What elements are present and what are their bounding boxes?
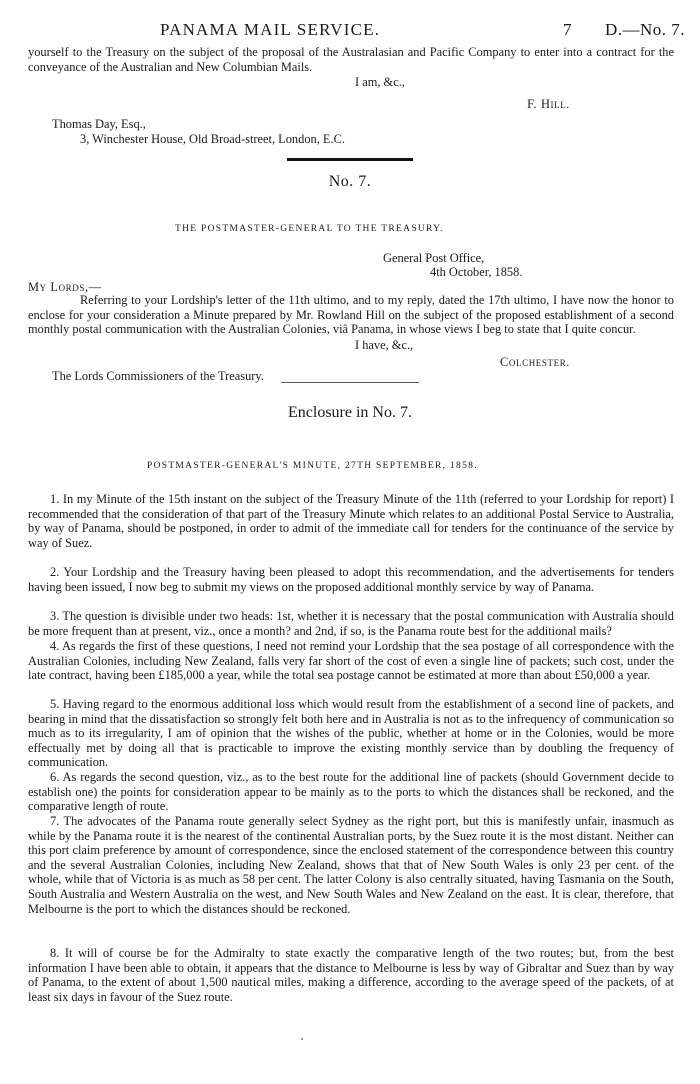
letter-number-heading: No. 7.	[328, 173, 372, 190]
letter-addressee: The Lords Commissioners of the Treasury.	[52, 369, 264, 383]
enclosure-paragraph-5: 5. Having regard to the enormous additional loss which would result from the establishment of a second line of packets, and bearing in mind that the dissatisfaction so strongly felt both here and in Australia is not as to the infrequency of communication so much as to its irregularity, I am of opinion that the wishes of the public, whether at home or in the Colonies, would be more effectually met by doing all that is practicable to improve the existing monthly service than by doubling the frequency of communication.	[28, 697, 674, 770]
prev-letter-signature: F. Hill.	[527, 97, 570, 111]
page-number: 7	[563, 20, 572, 39]
letter-closing: I have, &c.,	[355, 338, 414, 352]
prev-letter-addressee-name: Thomas Day, Esq.,	[52, 117, 146, 131]
enclosure-heading: Enclosure in No. 7.	[288, 404, 412, 421]
enclosure-paragraph-1: 1. In my Minute of the 15th instant on the subject of the Treasury Minute of the 11th (referred to your Lordship for report) I recommended that the consideration of that part of the Treasury Minute which relates to an additional Postal Service to Australia, by way of Panama, should be postponed, in order to admit of the immediate call for tenders for the continuance of the service by way of Suez.	[28, 492, 674, 550]
enclosure-paragraph-2: 2. Your Lordship and the Treasury having been pleased to adopt this recommendation, and the advertisements for tenders having been issued, I now beg to submit my views on the proposed additional monthly service by way of Panama.	[28, 565, 674, 594]
page-mark	[301, 1038, 303, 1040]
enclosure-paragraph-8: 8. It will of course be for the Admiralty to state exactly the comparative length of the two routes; but, from the best information I have been able to obtain, it appears that the distance to Melbourne is less by way of Gibraltar and Suez than by way of Panama, to the extent of about 1,500 nautical miles, making a difference, according to the average speed of the packets, of at least six days in favour of the Suez route.	[28, 946, 674, 1004]
enclosure-paragraph-7: 7. The advocates of the Panama route generally select Sydney as the right port, but this is manifestly unfair, inasmuch as while by the Panama route it is the nearest of the continental Australian ports, by the Suez route it is the most distant. Neither can this port claim preference by amount of correspondence, since the enclosed statement of the correspondence between this country and the several Australian Colonies, including New Zealand, shows that that of New South Wales is only 23 per cent. of the whole, while that of Victoria is as much as 58 per cent. The latter Colony is also centrally situated, having Tasmania on the South, South Australia and Western Australia on the west, and New South Wales and New Zealand on the east. It is clear, therefore, that Melbourne is the port to which the distances should be reckoned.	[28, 814, 674, 916]
enclosure-paragraph-4: 4. As regards the first of these questions, I need not remind your Lordship that the sea postage of all correspondence with the Australian Colonies, including New Zealand, falls very far short of the cost of even a single line of packets; such cost, under the late contract, having been £185,000 a year, while the total sea postage cannot be estimated at more than about £50,000 a year.	[28, 639, 674, 683]
document-reference: D.—No. 7.	[605, 20, 686, 39]
prev-letter-continuation: yourself to the Treasury on the subject of the proposal of the Australasian and Pacific Company to enter into a contract for the conveyance of the Australian and New Columbian Mails.	[28, 45, 674, 74]
letter-salutation: My Lords,—	[28, 280, 102, 294]
running-title: PANAMA MAIL SERVICE.	[160, 20, 381, 39]
section-divider-thin	[281, 382, 419, 383]
enclosure-paragraph-3: 3. The question is divisible under two heads: 1st, whether it is necessary that the postal communication with Australia should be more frequent than at present, viz., once a month? and 2nd, if so, is the Panama route best for the additional mails?	[28, 609, 674, 638]
letter-date: 4th October, 1858.	[430, 265, 523, 279]
enclosure-subtitle: POSTMASTER-GENERAL'S MINUTE, 27TH SEPTEMBER, 1858.	[147, 461, 478, 471]
letter-place: General Post Office,	[383, 251, 485, 265]
letter-signature: Colchester.	[500, 355, 570, 369]
enclosure-paragraph-6: 6. As regards the second question, viz., as to the best route for the additional line of packets (should Government decide to establish one) the points for consideration appear to be mainly as to the ports to which the distances shall be reckoned, and the comparative length of route.	[28, 770, 674, 814]
section-divider-thick	[287, 158, 413, 161]
prev-letter-closing: I am, &c.,	[355, 75, 405, 89]
letter-body: Referring to your Lordship's letter of the 11th ultimo, and to my reply, dated the 17th ultimo, I have now the honor to enclose for your consideration a Minute prepared by Mr. Rowland Hill on the subject of the proposed establishment of a second monthly postal communication with the Australian Colonies, viâ Panama, in whose views I beg to state that I quite concur.	[28, 293, 674, 337]
letter-subtitle: THE POSTMASTER-GENERAL TO THE TREASURY.	[175, 224, 444, 234]
prev-letter-addressee-address: 3, Winchester House, Old Broad-street, London, E.C.	[80, 132, 345, 146]
